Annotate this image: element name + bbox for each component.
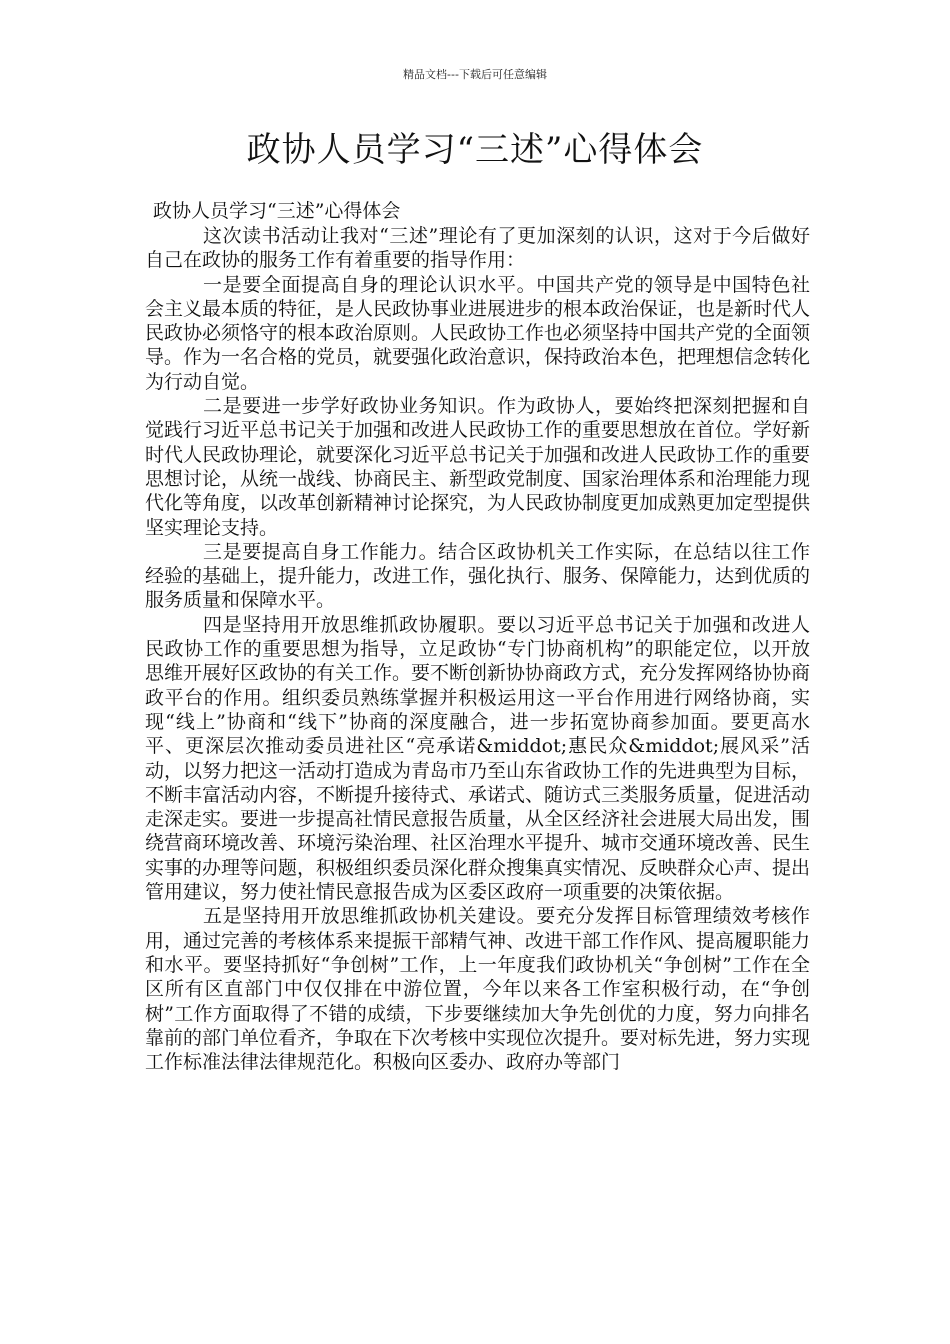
- paragraph-point-5: 五是坚持用开放思维抓政协机关建设。要充分发挥目标管理绩效考核作用，通过完善的考核体系来提振干部精气神、改进干部工作作风、提高履职能力和水平。要坚持抓好“争创树”工作，上一年度我们政协机关“争创树”工作在全区所有区直部门中仅仅排在中游位置，今年以来各工作室积极行动，在“争创树”工作方面取得了不错的成绩，下步要继续加大争先创优的力度，努力向排名靠前的部门单位看齐，争取在下次考核中实现位次提升。要对标先进，努力实现工作标准法律法律规范化。积极向区委办、政府办等部门: [145, 905, 811, 1074]
- document-body: [145, 224, 810, 1074]
- paragraph-point-4: 四是坚持用开放思维抓政协履职。要以习近平总书记关于加强和改进人民政协工作的重要思想为指导，立足政协“专门协商机构”的职能定位，以开放思维开展好区政协的有关工作。要不断创新协协商政方式，充分发挥网络协协商政平台的作用。组织委员熟练掌握并积极运用这一平台作用进行网络协商，实现“线上”协商和“线下”协商的深度融合，进一步拓宽协商参加面。要更高水平、更深层次推动委员进社区“亮承诺&middot;惠民众&middot;展风采”活动，以努力把这一活动打造成为青岛市乃至山东省政协工作的先进典型为目标，不断丰富活动内容，不断提升接待式、承诺式、随访式三类服务质量，促进活动走深走实。要进一步提高社情民意报告质量，从全区经济社会进展大局出发，围绕营商环境改善、环境污染治理、社区治理水平提升、城市交通环境改善、民生实事的办理等问题，积极组织委员深化群众搜集真实情况、反映群众心声、提出管用建议，努力使社情民意报告成为区委区政府一项重要的决策依据。: [145, 613, 811, 904]
- header-note: 精品文档---下载后可任意编辑: [403, 68, 547, 81]
- paragraph-point-3: 三是要提高自身工作能力。结合区政协机关工作实际，在总结以往工作经验的基础上，提升能力，改进工作，强化执行、服务、保障能力，达到优质的服务质量和保障水平。: [145, 540, 811, 612]
- paragraph-intro: 这次读书活动让我对“三述”理论有了更加深刻的认识，这对于今后做好自己在政协的服务工作有着重要的指导作用：: [145, 225, 810, 272]
- paragraph-point-2: 二是要进一步学好政协业务知识。作为政协人，要始终把深刻把握和自觉践行习近平总书记关于加强和改进人民政协工作的重要思想放在首位。学好新时代人民政协理论，就要深化习近平总书记关于加强和改进人民政协工作的重要思想讨论，从统一战线、协商民主、新型政党制度、国家治理体系和治理能力现代化等角度，以改革创新精神讨论探究，为人民政协制度更加成熟更加定型提供坚实理论支持。: [145, 395, 811, 539]
- document-subtitle: 政协人员学习“三述”心得体会: [153, 200, 401, 222]
- document-title: 政协人员学习“三述”心得体会: [246, 130, 704, 170]
- paragraph-point-1: 一是要全面提高自身的理论认识水平。中国共产党的领导是中国特色社会主义最本质的特征，是人民政协事业进展进步的根本政治保证，也是新时代人民政协必须恪守的根本政治原则。人民政协工作也必须坚持中国共产党的全面领导。作为一名合格的党员，就要强化政治意识，保持政治本色，把理想信念转化为行动自觉。: [145, 273, 811, 393]
